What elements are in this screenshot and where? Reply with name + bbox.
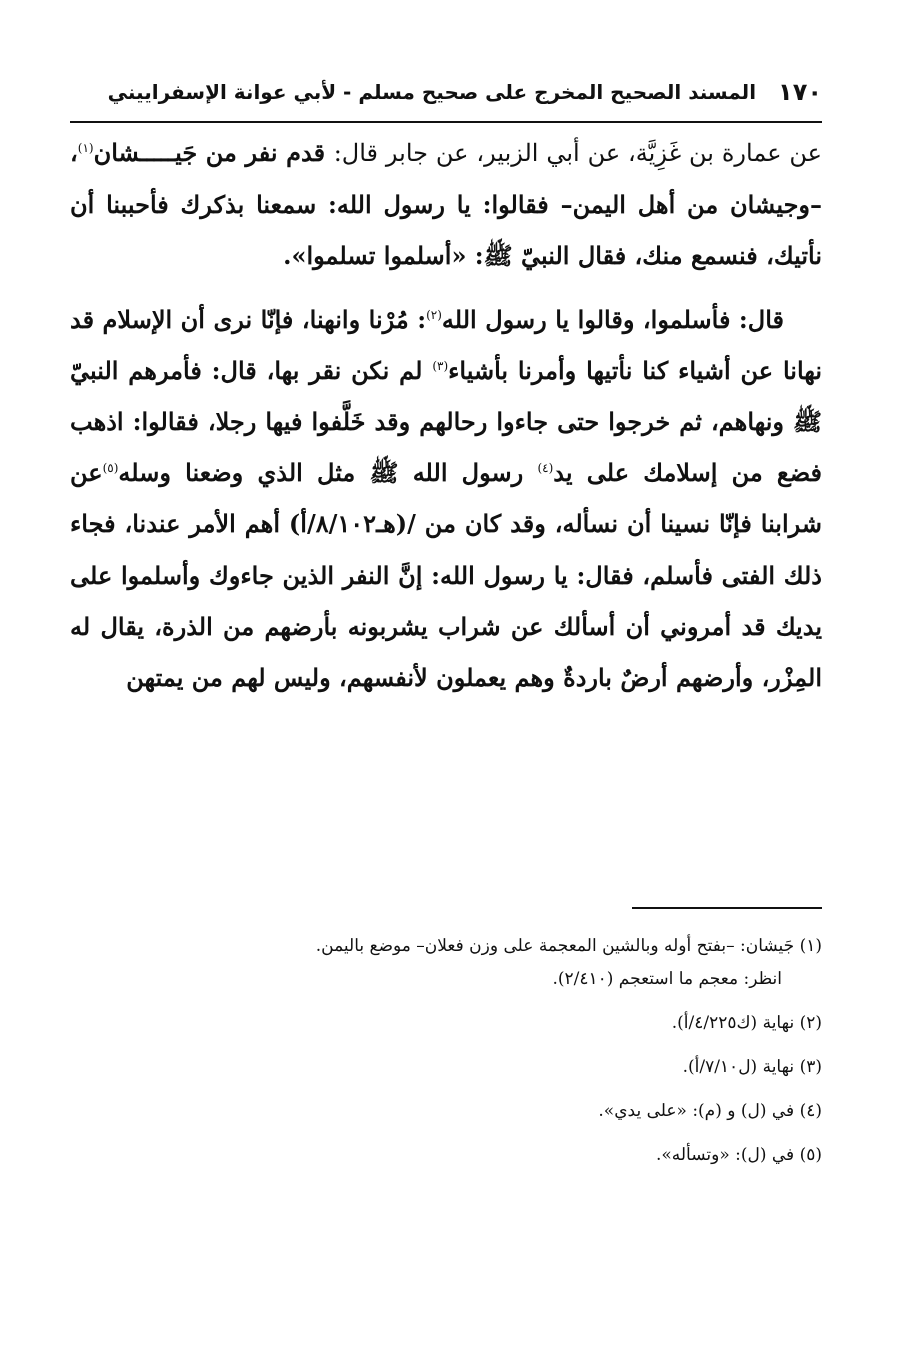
footnote-1 xyxy=(70,930,822,996)
isnad-text: عن عمارة بن غَزِيَّة، عن أبي الزبير، عن جابر قال: xyxy=(333,139,823,167)
footnote-3: (٣) نهاية (ل٧/١٠/أ). xyxy=(682,1057,822,1077)
footnote-1-continuation: انظر: معجم ما استعجم (٢/٤١٠). xyxy=(552,969,782,989)
footnote-ref-3[interactable]: (٣) xyxy=(432,358,449,373)
text-span: : مُرْنا وانهنا، فإنّا نرى أن الإسلام قد نهانا عن أشياء كنا نأتيها وأمرنا بأشياء xyxy=(70,304,822,385)
running-title: المسند الصحيح المخرج على صحيح مسلم - لأبي عوانة الإسفراييني xyxy=(107,80,757,104)
footnote-1-text: (١) جَيشان: –بفتح أوله وبالشين المعجمة على وزن فعلان– موضع باليمن. xyxy=(315,936,822,956)
book-page xyxy=(70,55,822,1315)
text-span: قال: فأسلموا، وقالوا يا رسول الله xyxy=(441,304,784,334)
footnote-ref-1[interactable]: (١) xyxy=(77,141,94,155)
footnote-2: (٢) نهاية (ك٤/٢٢٥/أ). xyxy=(671,1013,822,1033)
paragraph-2 xyxy=(70,294,822,704)
footnote-divider xyxy=(632,907,822,909)
text-span: عن شرابنا فإنّا نسينا أن نسأله، وقد كان من /(هـ٨/١٠٢/أ) أهم الأمر عندنا، فجاء ذلك الفتى فأسلم، فقال: يا رسول الله: إنَّ النفر الذين جاءوك وأسلموا على يديك قد أمروني أن أسألك عن شراب يشربونه بأرضهم من الذرة، يقال له المِزْر، وأرضهم أرضٌ باردةٌ وهم يعملون لأنفسهم، وليس لهم من يمتهن xyxy=(70,458,823,693)
footnote-ref-2[interactable]: (٢) xyxy=(426,307,442,322)
footnote-4: (٤) في (ل) و (م): «على يدي». xyxy=(598,1101,822,1121)
page-number: ١٧٠ xyxy=(778,78,822,106)
text-span: قدم نفر من جَيـــــشان xyxy=(93,138,334,167)
main-text xyxy=(70,127,822,703)
text-span: رسول الله ﷺ مثل الذي وضعنا وسله xyxy=(118,458,538,488)
footnotes xyxy=(70,930,822,1183)
footnote-5: (٥) في (ل): «وتسأله». xyxy=(655,1145,822,1165)
running-header xyxy=(70,73,822,111)
footnote-ref-4[interactable]: (٤) xyxy=(537,461,554,476)
text-span: ، –وجيشان من أهل اليمن– فقالوا: يا رسول الله: سمعنا بذكرك فأحببنا أن نأتيك، فنسمع منك، فقال النبيّ ﷺ: «أسلموا تسلموا». xyxy=(70,138,822,271)
text-span: لم نكن نقر بها، قال: فأمرهم النبيّ ﷺ ونهاهم، ثم خرجوا حتى جاءوا رحالهم وقد خَلَّفوا فيها رجلا، فقالوا: اذهب فضع من إسلامك على يد xyxy=(70,355,822,488)
paragraph-1 xyxy=(70,127,822,282)
header-divider xyxy=(70,121,822,123)
footnote-ref-5[interactable]: (٥) xyxy=(102,461,119,476)
